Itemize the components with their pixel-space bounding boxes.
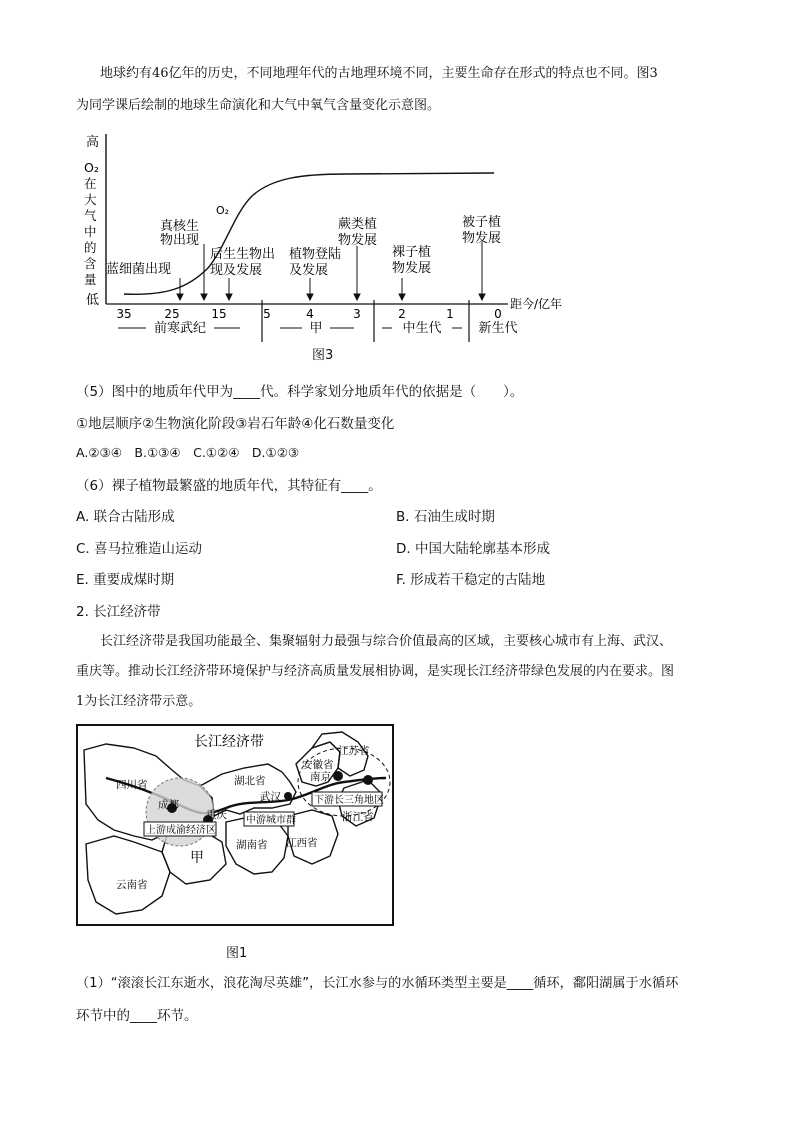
q5-items: ①地层顺序②生物演化阶段③岩石年龄④化石数量变化 xyxy=(76,416,395,432)
province-label: 四川省 xyxy=(116,779,148,791)
q1-line-2: 环节中的____环节。 xyxy=(76,1008,198,1024)
svg-text:在: 在 xyxy=(84,176,97,191)
q6-option-b: B. 石油生成时期 xyxy=(396,509,495,525)
city-label: 成都 xyxy=(158,799,179,811)
q5-stem: （5）图中的地质年代甲为____代。科学家划分地质年代的依据是（ ）。 xyxy=(76,384,524,400)
tick-label: 35 xyxy=(116,307,132,321)
svg-text:量: 量 xyxy=(84,272,97,287)
city-dot-nanjing xyxy=(333,771,343,781)
tick-label: 25 xyxy=(164,307,180,321)
province-label: 浙江省 xyxy=(342,811,374,823)
event-label: 物发展 xyxy=(338,233,378,248)
q6-option-a: A. 联合古陆形成 xyxy=(76,509,175,525)
q6-option-d: D. 中国大陆轮廓基本形成 xyxy=(396,541,550,557)
event-label: 及发展 xyxy=(289,263,329,278)
q6-stem: （6）裸子植物最繁盛的地质年代，其特征有____。 xyxy=(76,478,382,494)
q6-option-e: E. 重要成煤时期 xyxy=(76,572,175,588)
province-label: 江西省 xyxy=(286,837,318,849)
event-label: 后生生物出 xyxy=(210,247,276,262)
svg-text:含: 含 xyxy=(84,256,97,271)
event-label: 蓝细菌出现 xyxy=(106,262,172,277)
tick-label: 15 xyxy=(211,307,227,321)
y-axis-high-label: 高 xyxy=(86,135,100,150)
curve-label: O₂ xyxy=(216,204,230,217)
area-label: 上游成渝经济区 xyxy=(146,825,216,836)
area-label: 下游长三角地区 xyxy=(314,795,384,806)
province-label: 安徽省 xyxy=(302,759,334,771)
q6-option-c: C. 喜马拉雅造山运动 xyxy=(76,541,203,557)
y-axis-title xyxy=(84,160,99,287)
x-axis-ticks xyxy=(116,307,501,321)
city-label: 武汉 xyxy=(260,791,281,803)
era-label: 新生代 xyxy=(478,321,518,336)
era-label: 甲 xyxy=(309,321,323,336)
section-title: 2. 长江经济带 xyxy=(76,604,161,620)
event-label: 被子植 xyxy=(462,215,502,230)
y-axis-low-label: 低 xyxy=(86,293,100,308)
q5-options: A.②③④ B.①③④ C.①②④ D.①②③ xyxy=(76,445,300,460)
intro-line-2: 为同学课后绘制的地球生命演化和大气中氧气含量变化示意图。 xyxy=(76,98,441,113)
province-label: 湖南省 xyxy=(236,839,268,851)
area-label: 中游城市群 xyxy=(246,815,296,826)
event-label: 裸子植 xyxy=(392,245,432,260)
event-label: 物发展 xyxy=(462,231,502,246)
tick-label: 5 xyxy=(263,307,271,321)
tick-label: 3 xyxy=(353,307,361,321)
event-label: 现及发展 xyxy=(210,263,263,278)
tick-label: 1 xyxy=(446,307,454,321)
tick-label: 0 xyxy=(494,307,502,321)
section-para-line-1: 长江经济带是我国功能最全、集聚辐射力最强与综合价值最高的区域，主要核心城市有上海、武汉、 xyxy=(100,634,673,649)
city-dot-wuhan xyxy=(284,792,292,800)
event-label: 物出现 xyxy=(160,233,200,248)
svg-text:O₂: O₂ xyxy=(84,160,99,175)
yangtze-economic-belt-map xyxy=(76,724,394,926)
svg-text:的: 的 xyxy=(84,240,97,255)
era-label: 前寒武纪 xyxy=(153,321,207,336)
event-label: 物发展 xyxy=(392,261,432,276)
figure3-diagram xyxy=(76,128,596,368)
tick-label: 2 xyxy=(398,307,406,321)
city-dot-shanghai xyxy=(363,775,373,785)
q6-option-f: F. 形成若干稳定的古陆地 xyxy=(396,572,546,588)
province-label: 江苏省 xyxy=(338,745,370,757)
figure3-caption: 图3 xyxy=(312,348,334,363)
x-axis-unit: 距今/亿年 xyxy=(510,297,563,311)
province-label: 湖北省 xyxy=(234,775,266,787)
event-label: 蕨类植 xyxy=(338,217,378,232)
map-caption: 图1 xyxy=(226,946,248,961)
intro-line-1: 地球约有46亿年的历史，不同地理年代的古地理环境不同，主要生命存在形式的特点也不同。图3 xyxy=(100,66,658,81)
svg-text:气: 气 xyxy=(84,208,97,223)
city-label: 重庆 xyxy=(206,809,227,821)
map-title: 长江经济带 xyxy=(194,734,264,750)
q1-line-1: （1）“滚滚长江东逝水，浪花淘尽英雄”，长江水参与的水循环类型主要是____循环，鄱阳湖属于水循环 xyxy=(76,976,679,991)
event-label: 真核生 xyxy=(160,219,200,234)
section-para-line-2: 重庆等。推动长江经济带环境保护与经济高质量发展相协调，是实现长江经济带绿色发展的内在要求。图 xyxy=(76,664,675,679)
svg-text:大: 大 xyxy=(84,192,97,207)
map-marker-jia: 甲 xyxy=(190,850,204,866)
province-label: 云南省 xyxy=(116,879,148,891)
event-label: 植物登陆 xyxy=(289,247,342,262)
svg-text:中: 中 xyxy=(84,224,97,239)
tick-label: 4 xyxy=(306,307,314,321)
section-para-line-3: 1为长江经济带示意。 xyxy=(76,694,202,709)
era-label: 中生代 xyxy=(402,321,442,336)
city-label: 南京 xyxy=(310,771,331,783)
